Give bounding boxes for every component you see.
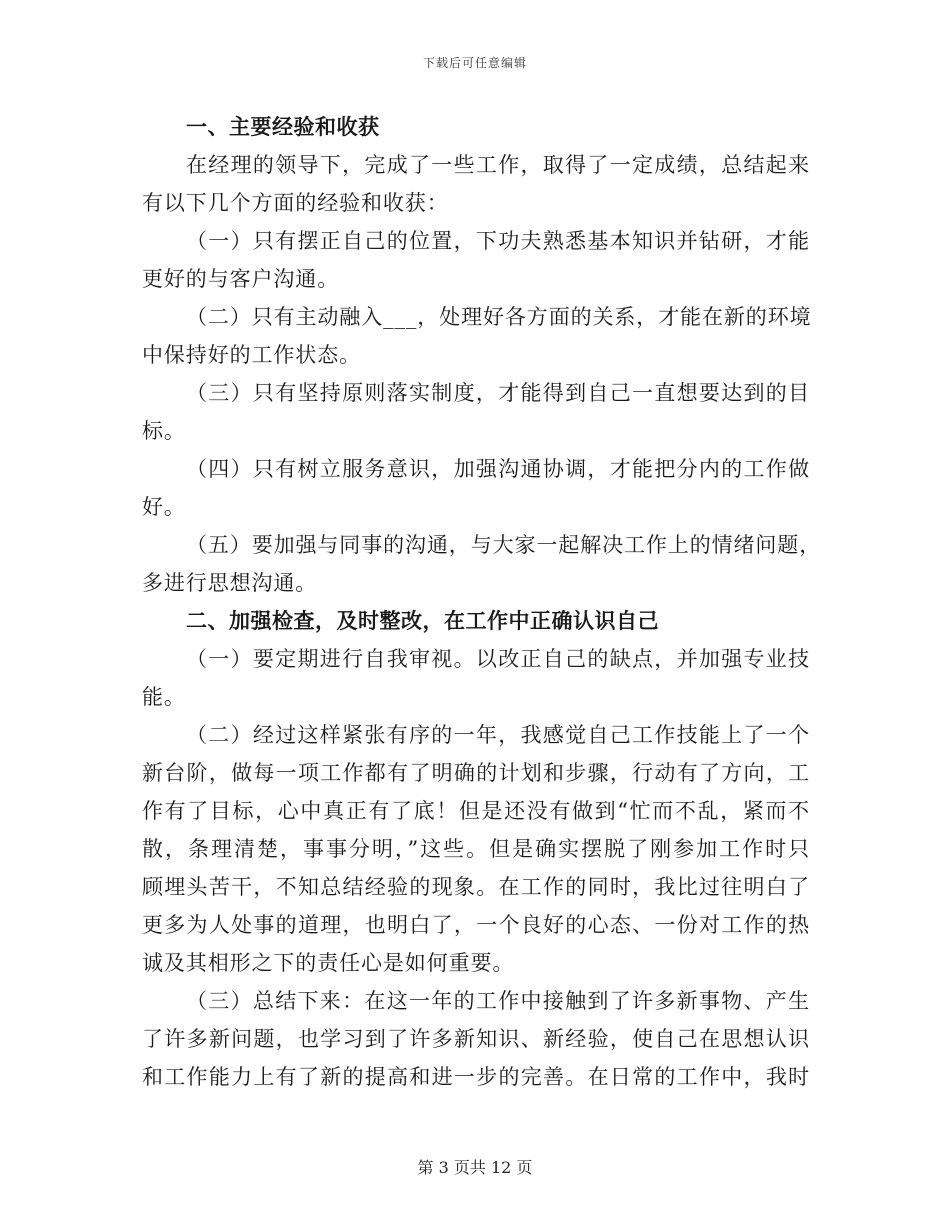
paragraph-line: 多进行思想沟通。: [142, 571, 318, 595]
paragraph-line: 顾埋头苦干，不知总结经验的现象。在工作的同时，我比过往明白了: [142, 875, 810, 899]
paragraph-line: 有以下几个方面的经验和收获：: [142, 191, 449, 215]
paragraph-line: 好。: [142, 495, 186, 519]
paragraph-line: 和工作能力上有了新的提高和进一步的完善。在日常的工作中，我时: [142, 1065, 810, 1089]
paragraph-line: （一）要定期进行自我审视。以改正自己的缺点，并加强专业技: [186, 647, 810, 671]
paragraph-line: 更好的与客户沟通。: [142, 267, 340, 291]
paragraph-line: 作有了目标，心中真正有了底！但是还没有做到“忙而不乱，紧而不: [142, 799, 810, 823]
paragraph-line: 能。: [142, 685, 186, 709]
document-body: [142, 108, 822, 1096]
paragraph-line: 新台阶，做每一项工作都有了明确的计划和步骤，行动有了方向，工: [142, 761, 810, 785]
page-number: 第 3 页共 12 页: [417, 1158, 533, 1177]
paragraph-line: 在经理的领导下，完成了一些工作，取得了一定成绩，总结起来: [186, 153, 810, 177]
paragraph-line: 标。: [142, 419, 186, 443]
section-heading: 二、加强检查，及时整改，在工作中正确认识自己: [186, 608, 659, 633]
paragraph-line: （二）经过这样紧张有序的一年，我感觉自己工作技能上了一个: [186, 723, 810, 747]
paragraph-line: （五）要加强与同事的沟通，与大家一起解决工作上的情绪问题，: [186, 533, 822, 557]
paragraph-line: 中保持好的工作状态。: [142, 343, 361, 367]
section-heading: 一、主要经验和收获: [186, 114, 380, 139]
paragraph-line: （三）只有坚持原则落实制度，才能得到自己一直想要达到的目: [186, 381, 810, 405]
paragraph-line: 了许多新问题，也学习到了许多新知识、新经验，使自己在思想认识: [142, 1027, 810, 1051]
paragraph-line: （一）只有摆正自己的位置，下功夫熟悉基本知识并钻研，才能: [186, 229, 810, 253]
paragraph-line: 诚及其相形之下的责任心是如何重要。: [142, 951, 515, 975]
page-header-note: 下载后可任意编辑: [422, 56, 527, 70]
paragraph-line: （三）总结下来：在这一年的工作中接触到了许多新事物、产生: [186, 989, 810, 1013]
paragraph-line: （二）只有主动融入___，处理好各方面的关系，才能在新的环境: [186, 305, 812, 329]
paragraph-line: 散，条理清楚，事事分明，”这些。但是确实摆脱了刚参加工作时只: [142, 837, 810, 861]
paragraph-line: （四）只有树立服务意识，加强沟通协调，才能把分内的工作做: [186, 457, 810, 481]
paragraph-line: 更多为人处事的道理，也明白了，一个良好的心态、一份对工作的热: [142, 913, 810, 937]
